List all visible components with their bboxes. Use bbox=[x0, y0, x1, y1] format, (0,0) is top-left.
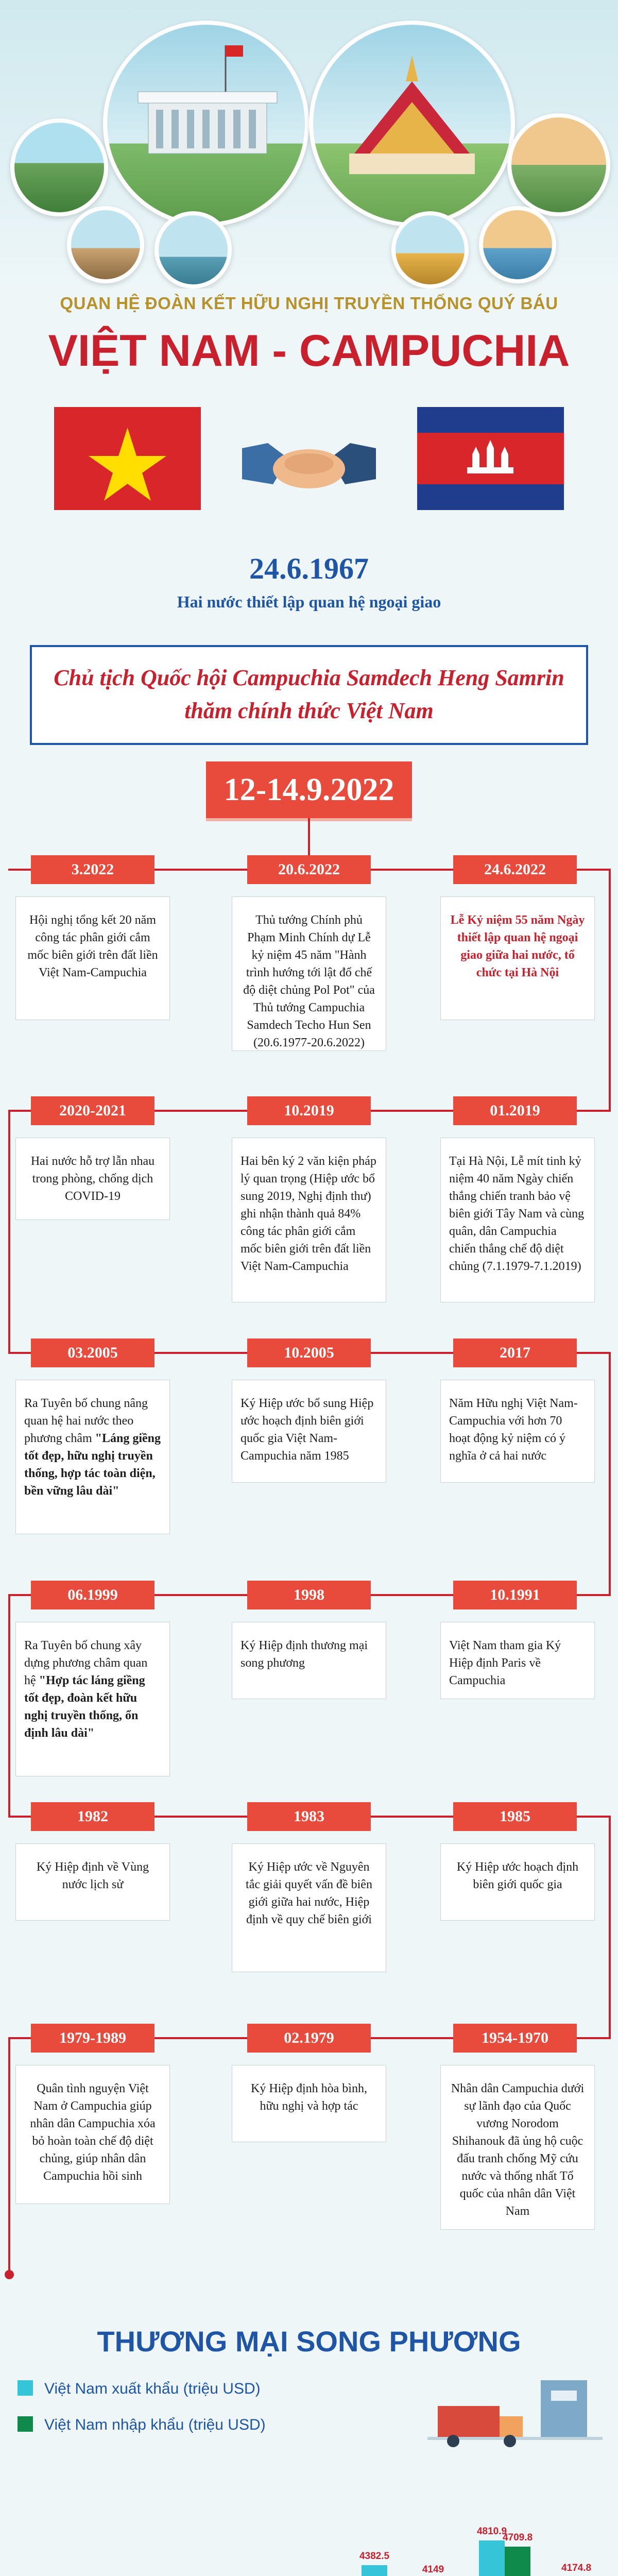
timeline-line bbox=[8, 1110, 10, 1352]
timeline-date: 01.2019 bbox=[453, 1096, 577, 1125]
timeline-event-card bbox=[15, 1622, 170, 1776]
tower-image bbox=[154, 211, 232, 289]
export-value-label: 4149 bbox=[422, 2564, 444, 2575]
timeline-event-card: Quân tình nguyện Việt Nam ở Campuchia giúp nhân dân Campuchia xóa bỏ hoàn toàn chế độ diệt chủng, giúp nhân dân Campuchia hồi sinh bbox=[15, 2065, 170, 2204]
visit-headline-box bbox=[30, 645, 588, 745]
timeline-line bbox=[609, 1816, 611, 2037]
timeline-event-card: Lễ Kỷ niệm 55 năm Ngày thiết lập quan hệ ngoại giao giữa hai nước, tổ chức tại Hà Nội bbox=[440, 896, 595, 1020]
timeline-date: 1954-1970 bbox=[453, 2024, 577, 2053]
timeline-event-card: Tại Hà Nội, Lễ mít tinh kỷ niệm 40 năm Ngày chiến thắng chiến tranh bảo vệ biên giới Tây Nam và cùng quân, dân Campuchia chiến thắng chế độ diệt chủng (7.1.1979-7.1.2019) bbox=[440, 1138, 595, 1302]
import-bar bbox=[505, 2547, 530, 2576]
legend-export-label: Việt Nam xuất khẩu (triệu USD) bbox=[44, 2380, 261, 2397]
timeline-date: 24.6.2022 bbox=[453, 855, 577, 884]
star-icon bbox=[89, 428, 166, 501]
timeline-event-card: Nhân dân Campuchia dưới sự lãnh đạo của Quốc vương Norodom Shihanouk đã ủng hộ cuộc đấu tranh chống Mỹ cứu nước và thống nhất Tổ quốc của nhân dân Việt Nam bbox=[440, 2065, 595, 2230]
timeline-event-card: Ký Hiệp định thương mại song phương bbox=[232, 1622, 386, 1699]
legend-import-label: Việt Nam nhập khẩu (triệu USD) bbox=[44, 2416, 266, 2433]
timeline-date: 1979-1989 bbox=[31, 2024, 154, 2053]
city-image bbox=[67, 206, 144, 283]
timeline-date: 2020-2021 bbox=[31, 1096, 154, 1125]
export-bar bbox=[362, 2565, 387, 2576]
visit-line-1: Chủ tịch Quốc hội Campuchia Samdech Heng Samrin bbox=[54, 665, 564, 690]
timeline-line bbox=[609, 869, 611, 1111]
diplomacy-caption: Hai nước thiết lập quan hệ ngoại giao bbox=[177, 592, 441, 611]
timeline-date: 10.2019 bbox=[247, 1096, 371, 1125]
temple-image bbox=[507, 113, 610, 216]
event-text: Ra Tuyên bố chung xây dựng phương châm quan hệ bbox=[24, 1639, 148, 1687]
page-title: VIỆT NAM - CAMPUCHIA bbox=[48, 326, 570, 376]
legend-import-swatch bbox=[18, 2416, 33, 2432]
export-value-label: 4810.9 bbox=[476, 2526, 507, 2537]
import-value-label: 4709.8 bbox=[502, 2532, 533, 2543]
timeline-date: 3.2022 bbox=[31, 855, 154, 884]
legend-export bbox=[18, 2380, 261, 2398]
diplomacy-date: 24.6.1967 bbox=[249, 552, 369, 585]
timeline-event-card: Ký Hiệp định hòa bình, hữu nghị và hợp tác bbox=[232, 2065, 386, 2142]
trade-title: THƯƠNG MẠI SONG PHƯƠNG bbox=[97, 2325, 521, 2358]
timeline-date: 2017 bbox=[453, 1338, 577, 1367]
timeline-date: 10.2005 bbox=[247, 1338, 371, 1367]
vietnam-flag bbox=[54, 407, 201, 510]
riverside-image bbox=[479, 206, 556, 283]
timeline-event-card: Hội nghị tổng kết 20 năm công tác phân giới cắm mốc biên giới trên đất liền Việt Nam-Campuchia bbox=[15, 896, 170, 1020]
timeline-date: 03.2005 bbox=[31, 1338, 154, 1367]
timeline-event-card: Thủ tướng Chính phủ Phạm Minh Chính dự Lễ kỷ niệm 45 năm "Hành trình hướng tới lật đổ chế độ diệt chủng Pol Pot" của Thủ tướng Campuchia Samdech Techo Hun Sen (20.6.1977-20.6.2022) bbox=[232, 896, 386, 1051]
event-text: Ra Tuyên bố chung nâng quan hệ hai nước theo phương châm bbox=[24, 1397, 148, 1445]
visit-dates: 12-14.9.2022 bbox=[206, 761, 412, 818]
timeline-end-dot bbox=[5, 2270, 14, 2279]
timeline-event-card: Hai bên ký 2 văn kiện pháp lý quan trọng (Hiệp ước bổ sung 2019, Nghị định thư) ghi nhận thành quả 84% công tác phân giới cắm mốc biên giới trên đất liền Việt Nam-Campuchia bbox=[232, 1138, 386, 1302]
import-value-label: 4174.8 bbox=[561, 2563, 592, 2574]
timeline-event-card: Hai nước hỗ trợ lẫn nhau trong phòng, chống dịch COVID-19 bbox=[15, 1138, 170, 1220]
timeline-date: 02.1979 bbox=[247, 2024, 371, 2053]
timeline-date: 1983 bbox=[247, 1802, 371, 1831]
logistics-illustration bbox=[422, 2360, 608, 2473]
timeline-event-card: Ký Hiệp ước về Nguyên tắc giải quyết vấn đề biên giới giữa hai nước, Hiệp định về quy chế biên giới bbox=[232, 1843, 386, 1972]
timeline-event-card: Ký Hiệp ước bổ sung Hiệp ước hoạch định biên giới quốc gia Việt Nam-Campuchia năm 1985 bbox=[232, 1380, 386, 1483]
export-bar bbox=[479, 2540, 505, 2576]
timeline-event-card: Năm Hữu nghị Việt Nam-Campuchia với hơn 70 hoạt động kỷ niệm có ý nghĩa ở cả hai nước bbox=[440, 1380, 595, 1483]
timeline-date: 06.1999 bbox=[31, 1581, 154, 1609]
legend-import bbox=[18, 2416, 266, 2434]
visit-line-2: thăm chính thức Việt Nam bbox=[184, 698, 434, 723]
cambodia-flag bbox=[417, 407, 564, 510]
timeline-event-card: Việt Nam tham gia Ký Hiệp định Paris về Campuchia bbox=[440, 1622, 595, 1699]
export-value-label: 4382.5 bbox=[359, 2551, 390, 2562]
timeline-line bbox=[8, 2037, 10, 2274]
timeline-date: 1998 bbox=[247, 1581, 371, 1609]
timeline-date: 10.1991 bbox=[453, 1581, 577, 1609]
timeline-line bbox=[609, 1352, 611, 1594]
timeline-date: 1985 bbox=[453, 1802, 577, 1831]
timeline-date: 20.6.2022 bbox=[247, 855, 371, 884]
handshake-icon bbox=[242, 428, 376, 505]
timeline-line bbox=[8, 1594, 10, 1816]
parliament-building-image bbox=[103, 21, 309, 227]
timeline-date: 1982 bbox=[31, 1802, 154, 1831]
timeline-event-card: Ký Hiệp định về Vùng nước lịch sử bbox=[15, 1843, 170, 1921]
timeline-event-card: Ký Hiệp ước hoạch định biên giới quốc gia bbox=[440, 1843, 595, 1921]
event-motto: "Hợp tác láng giềng tốt đẹp, đoàn kết hữu nghị truyền thống, ổn định lâu dài" bbox=[24, 1674, 145, 1740]
event-motto: "Láng giềng tốt đẹp, hữu nghị truyền thống, hợp tác toàn diện, bền vững lâu dài" bbox=[24, 1432, 161, 1498]
cambodia-building-image bbox=[309, 21, 515, 227]
timeline-event-card bbox=[15, 1380, 170, 1534]
hero-illustration bbox=[0, 0, 618, 289]
palace-image bbox=[391, 211, 469, 289]
mountain-image bbox=[10, 118, 108, 216]
legend-export-swatch bbox=[18, 2380, 33, 2396]
page-kicker: QUAN HỆ ĐOÀN KẾT HỮU NGHỊ TRUYỀN THỐNG QUÝ BÁU bbox=[60, 294, 558, 313]
